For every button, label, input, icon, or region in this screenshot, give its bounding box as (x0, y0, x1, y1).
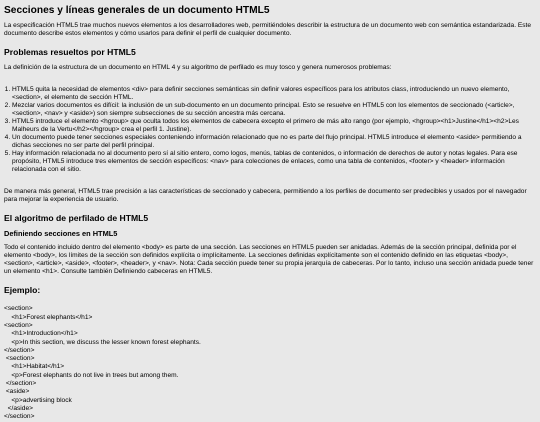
intro-paragraph: La especificación HTML5 trae muchos nuevos elementos a los desarrolladores web, permitiéndoles describir la estructura de un documento web con semántica estandarizada. Este documento describe estos elementos y cómo usarlos para definir el perfil de cualquier documento. (4, 22, 532, 38)
example-heading: Ejemplo: (4, 284, 41, 295)
code-line: </section> (4, 346, 35, 354)
defining-sections-paragraph: Todo el contenido incluido dentro del elemento <body> es parte de una sección. Las secciones en HTML5 pueden ser anidadas. Además de la sección principal, definida por el elemento <body>, los límites de la sección son definidos explícita o implícitamente. La secciones definidas explícitamente son el contenido definido en las etiquetas <body>, <section>, <article>, <aside>, <footer>, <header>, y <nav>. Nota: Cada sección puede tener su propia jerarquía de cabeceras. Por lo tanto, incluso una sección anidada puede tener un elemento <h1>. Consulte también Definiendo cabeceras en HTML5. (4, 243, 534, 275)
code-line: <p>Forest elephants do not live in trees but among them. (4, 371, 179, 379)
problems-closing-paragraph: De manera más general, HTML5 trae precisión a las características de seccionado y cabecera, permitiendo a los perfiles de documento ser predecibles y usados por el navegador para mejorar la experiencia de usuario. (4, 188, 527, 204)
code-line: <p>advertising block (4, 396, 72, 404)
list-item: 1. HTML5 quita la necesidad de elementos <div> para definir secciones semánticas sin definir valores específicos para los atributos class, introduciendo un nuevo elemento, <section>, el elemento de sección HTML. (12, 86, 536, 102)
code-line: <p>In this section, we discuss the lesser known forest elephants. (4, 338, 201, 346)
code-line: <section> (4, 321, 33, 329)
code-line: <h1>Habitat</h1> (4, 363, 65, 371)
page-title: Secciones y líneas generales de un documento HTML5 (4, 5, 270, 16)
code-line: </aside> (4, 404, 33, 412)
code-example (4, 305, 536, 421)
list-item: 5. Hay información relacionada no al documento pero sí al sitio entero, como logos, menús, tablas de contenidos, o información de derechos de autor y notas legales. Para ese propósito, HTML5 introduce tres elementos de sección específicos: <nav> para colecciones de enlaces, como una tabla de contenidos, <footer> y <header> información relacionada con el sitio. (12, 150, 536, 174)
code-line: <h1>Introduction</h1> (4, 330, 78, 338)
list-item: 4. Un documento puede tener secciones especiales conteniendo información relacionado que no es parte del flujo principal. HTML5 introduce el elemento <aside> permitiendo a dichas secciones no ser parte del perfil principal. (12, 134, 536, 150)
code-line: </section> (4, 413, 35, 421)
code-line: <section> (4, 355, 35, 363)
section-heading-algorithm: El algoritmo de perfilado de HTML5 (4, 213, 149, 224)
code-line: <aside> (4, 388, 30, 396)
subsection-heading-defining: Definiendo secciones en HTML5 (4, 228, 118, 238)
code-line: <h1>Forest elephants</h1> (4, 313, 93, 321)
problems-lead-paragraph: La definición de la estructura de un documento en HTML 4 y su algoritmo de perfilado es muy tosco y genera numerosos problemas: (4, 63, 392, 71)
list-item: 3. HTML5 introduce el elemento <hgroup> que oculta todos los elementos de cabecera excepto el primero de más alto rango (por ejemplo, <hgroup><h1>Justine</h1><h2>Les Malheurs de la Vertu</h2></hgroup> crea el perfil 1. Justine). (12, 118, 536, 134)
code-line: <section> (4, 305, 33, 313)
section-heading-problems: Problemas resueltos por HTML5 (4, 47, 136, 58)
problems-list (4, 86, 536, 174)
list-item: 2. Mezclar varios documentos es difícil: la inclusión de un sub-documento en un documento principal. Esto se resuelve en HTML5 con los elementos de seccionado (<article>, <section>, <nav> y <aside>) son siempre subsecciones de su sección ancestra más cercana. (12, 102, 536, 118)
code-line: </section> (4, 380, 37, 388)
